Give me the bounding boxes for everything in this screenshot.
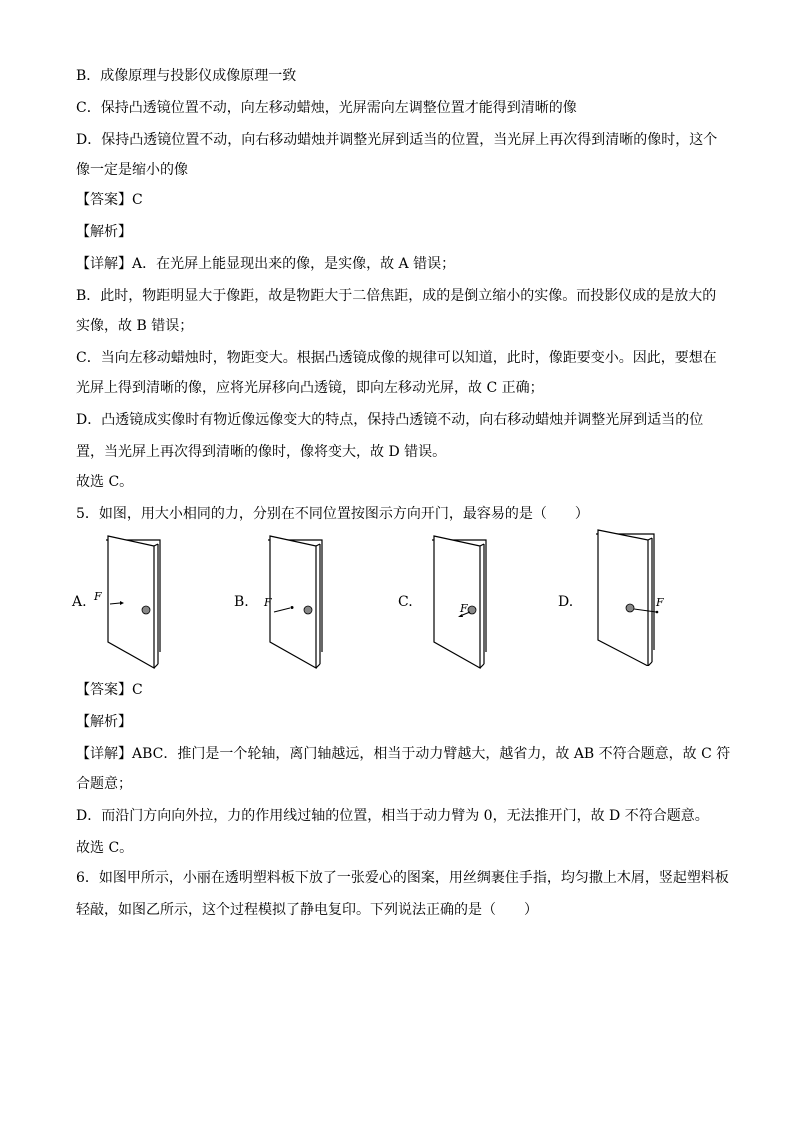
figure-label-b: B. — [234, 594, 249, 610]
force-label-a: F — [94, 590, 102, 603]
q4-choose: 故选 C。 — [76, 474, 134, 490]
door-b-drawing — [252, 532, 362, 672]
figure-label-c: C. — [398, 594, 413, 610]
force-label-b: F — [264, 596, 272, 609]
q4-option-c: C．保持凸透镜位置不动，向左移动蜡烛，光屏需向左调整位置才能得到清晰的像 — [76, 100, 577, 116]
q4-option-d-line2: 像一定是缩小的像 — [76, 162, 188, 178]
q5-stem: 5．如图，用大小相同的力，分别在不同位置按图示方向开门，最容易的是（ ） — [76, 506, 589, 522]
force-label-d: F — [656, 596, 664, 609]
door-c-drawing — [416, 532, 526, 672]
q4-answer: 【答案】C — [76, 192, 143, 208]
q4-detail-line3: 实像，故 B 错误； — [76, 318, 194, 334]
q4-detail-line7: 置，当光屏上再次得到清晰的像时，像将变大，故 D 错误。 — [76, 444, 447, 460]
q4-detail-line4: C．当向左移动蜡烛时，物距变大。根据凸透镜成像的规律可以知道，此时，像距要变小。因此，要想在 — [76, 350, 717, 366]
q5-choose: 故选 C。 — [76, 840, 134, 856]
q4-detail-line2: B．此时，物距明显大于像距，故是物距大于二倍焦距，成的是倒立缩小的实像。而投影仪成的是放大的 — [76, 288, 717, 304]
q5-detail-line3: D．而沿门方向向外拉，力的作用线过轴的位置，相当于动力臂为 0，无法推开门，故 D 不符合题意。 — [76, 808, 709, 824]
q4-detail-line5: 光屏上得到清晰的像，应将光屏移向凸透镜，即向左移动光屏，故 C 正确； — [76, 380, 544, 396]
q4-option-b: B．成像原理与投影仪成像原理一致 — [76, 68, 297, 84]
door-d-drawing — [580, 526, 700, 666]
q5-detail-line2: 合题意； — [76, 776, 132, 792]
door-a-drawing — [90, 532, 200, 672]
q5-door-figures — [70, 532, 710, 672]
force-label-c: F — [460, 602, 468, 615]
figure-label-a: A. — [72, 594, 87, 610]
q4-detail-line1: 【详解】A．在光屏上能显现出来的像，是实像，故 A 错误； — [76, 256, 456, 272]
q6-stem-line2: 轻敲，如图乙所示，这个过程模拟了静电复印。下列说法正确的是（ ） — [76, 902, 538, 918]
figure-label-d: D. — [558, 594, 574, 610]
q4-detail-line6: D．凸透镜成实像时有物近像远像变大的特点，保持凸透镜不动，向右移动蜡烛并调整光屏到适当的位 — [76, 412, 704, 428]
q4-option-d-line1: D．保持凸透镜位置不动，向右移动蜡烛并调整光屏到适当的位置，当光屏上再次得到清晰的像时，这个 — [76, 132, 718, 148]
q6-stem-line1: 6．如图甲所示，小丽在透明塑料板下放了一张爱心的图案，用丝绸裹住手指，均匀撒上木屑，竖起塑料板 — [76, 870, 729, 886]
q5-answer: 【答案】C — [76, 682, 143, 698]
q5-detail-line1: 【详解】ABC．推门是一个轮轴，离门轴越远，相当于动力臂越大，越省力，故 AB 不符合题意，故 C 符 — [76, 746, 731, 762]
q5-analysis-heading: 【解析】 — [76, 714, 132, 730]
q4-analysis-heading: 【解析】 — [76, 224, 132, 240]
